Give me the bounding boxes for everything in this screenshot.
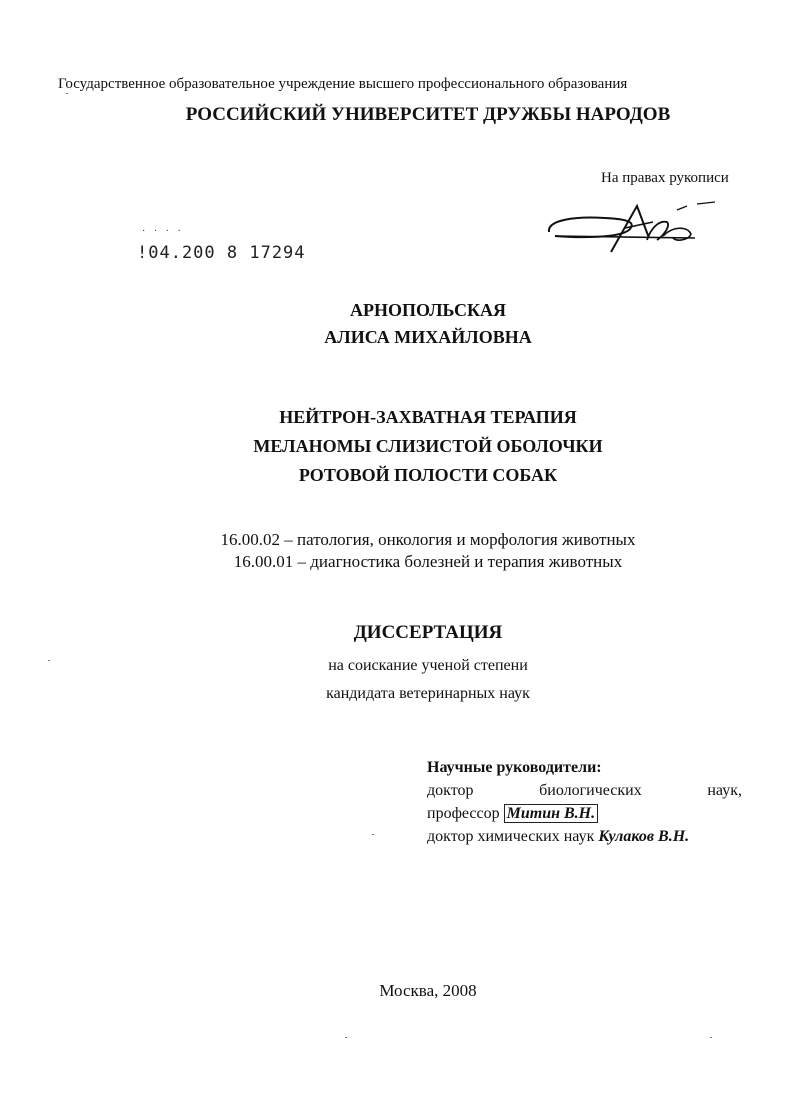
author-block [30,297,796,351]
author-given-names: АЛИСА МИХАЙЛОВНА [324,327,532,347]
supervisor-line-3 [427,825,742,848]
supervisor-name-kulakov: Кулаков В.Н. [598,828,690,845]
supervisor-word: доктор [427,782,474,799]
dissertation-title [30,403,796,490]
degree-description [30,652,796,708]
degree-line: на соискание ученой степени [328,657,528,674]
manuscript-rights-note: На правах рукописи [601,170,729,186]
supervisor-title: профессор [427,805,500,822]
university-name: РОССИЙСКИЙ УНИВЕРСИТЕТ ДРУЖБЫ НАРОДОВ [185,104,671,125]
author-surname: АРНОПОЛЬСКАЯ [349,300,506,320]
degree-line: кандидата ветеринарных наук [326,685,530,702]
title-line: НЕЙТРОН-ЗАХВАТНАЯ ТЕРАПИЯ [279,407,577,427]
supervisor-line-1 [427,779,742,802]
handwritten-signature [545,192,720,262]
library-stamp-number: !04.200 8 17294 [137,243,306,263]
supervisor-word: наук, [707,782,742,799]
title-line: РОТОВОЙ ПОЛОСТИ СОБАК [298,465,558,485]
specialty-line: 16.00.02 – патология, онкология и морфология животных [220,530,636,549]
scan-speck [345,1037,347,1038]
supervisor-title: доктор химических наук [427,828,595,845]
place-and-year: Москва, 2008 [379,981,477,1000]
supervisors-heading: Научные руководители: [427,759,602,776]
scan-speck [710,1037,712,1038]
stamp-dots: · · · · [142,226,184,237]
title-line: МЕЛАНОМЫ СЛИЗИСТОЙ ОБОЛОЧКИ [253,436,603,456]
supervisor-line-2 [427,802,742,825]
supervisors-block [427,756,742,848]
scan-speck [48,660,50,661]
specialty-codes [30,529,796,573]
specialty-line: 16.00.01 – диагностика болезней и терапия животных [233,552,623,571]
institution-name: Государственное образовательное учреждение высшего профессионального образования [58,76,628,92]
supervisor-word: биологических [539,782,642,799]
document-type: ДИССЕРТАЦИЯ [353,622,503,643]
scan-speck [372,834,374,835]
scan-speck [66,93,68,94]
supervisor-name-mitin: Митин В.Н. [504,804,598,823]
